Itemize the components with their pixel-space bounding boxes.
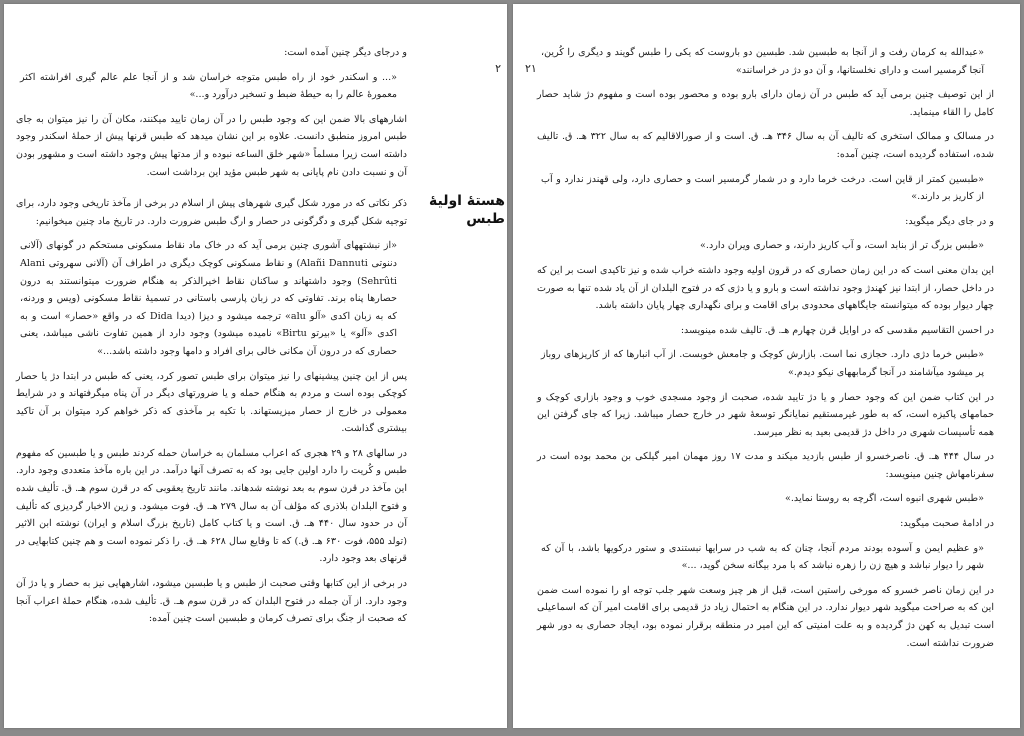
quote-paragraph: «... و اسکندر خود از راه طبس متوجه خراسان شد و از آنجا علم عالم گیری افراشته اکثر معمورهٔ عالم را به حیطهٔ ضبط و تسخیر درآورد و...»: [20, 71, 397, 101]
quote-paragraph: «طبسین کمتر از قاین است. درخت خرما دارد و در شمار گرمسیر است و حصاری دارد، ولی قهندز ندارد و آب از کاریز بر دارند.»: [541, 173, 984, 203]
left-page: [4, 4, 507, 728]
paragraph: در این زمان ناصر خسرو که مورخی راستین است، قبل از هر چیز وسعت شهر جلب توجه او را نموده است ضمن این که به صراحت میگوید شهر دیوار ندارد. در این هنگام به احتمال زیاد دژ قدیمی برای اقامت امیر آن که اسماعیلی است تبدیل به کهن دژ گردیده و به علت امنیتی که این امیر در منطقه برقرار نموده بود، ایجاد حصاری به دور شهر ضرورت نداشته است.: [537, 584, 994, 649]
quote-paragraph: «عبدالله به کرمان رفت و از آنجا به طبسین شد. طبسین دو باروست که یکی را طبس گویند و دیگری را کُرین، آنجا گرمسیر است و دارای نخلستانها، و آن دو دژ در خراسانند»: [541, 47, 984, 76]
paragraph: در برخی از این کتابها وقتی صحبت از طبس و یا طبسین میشود، اشارههایی نیز به حصار و یا دژ آن وجود دارد. از آن جمله در فتوح البلدان که در قرن سوم هـ. ق. تألیف شده، هنگام حملهٔ اعراب آنجا که صحبت از جنگ برای تصرف کرمان و طبسین است چنین آمده:: [16, 578, 407, 625]
section-heading: هستهٔ اولیهٔ طبس: [429, 193, 505, 227]
paragraph: اشارههای بالا ضمن این که وجود طبس را در آن زمان تایید میکنند، مکان آن را نیز میتوان به جای طبس امروز منطبق دانست. علاوه بر این نشان میدهد که طبس قرنها پیش از حملهٔ اسکندر وجود داشته است زیرا مسلماً «شهر خلق الساعه نبوده و از مدتها پیش وجود داشته است و مشهور بودن آن و نسبت دادن نام پایانی به شهر طبس مؤید این برداشت است.: [16, 113, 407, 178]
paragraph: این بدان معنی است که در این زمان حصاری که در قرون اولیه وجود داشته خراب شده و نیز تاکیدی است بر این که در داخل حصار، از ابتدا نیز کهندژ وجود نداشته است و بارو و یا دژی که در فتوح البلدان از آن یاد شده تنها به صورت چهار دیوار بوده که میتوانسته جایگاههای محدودی برای اقامت و برای نگهداری چهار پایان داشته باشد.: [537, 264, 994, 312]
quote-paragraph: «طبس خرما دژی دارد. حجازی نما است. بازارش کوچک و جامعش خوبست. از آب انبارها که از کاریزهای روباز پر میشود میآشامند در آنجا گرمابههای نیکو دیدم.»: [541, 349, 984, 378]
paragraph: ذکر نکاتی که در مورد شکل گیری شهرهای پیش از اسلام در برخی از مآخذ تاریخی وجود دارد، برای توجیه شکل گیری و دگرگونی در حصار و ارگ طبس ضرورت دارد. در تاریخ ماد چنین میخوانیم:: [16, 198, 407, 227]
paragraph: از این توصیف چنین برمی آید که طبس در آن زمان دارای بارو بوده و محصور بوده است و مفهوم دژ شاید حصار کامل را القاء مینماید.: [537, 89, 994, 118]
page-body: [537, 44, 994, 659]
section: [16, 193, 505, 230]
page-number: ۲: [495, 62, 501, 75]
paragraph: در ادامهٔ صحبت میگوید:: [900, 518, 994, 530]
quote-paragraph: «و عظیم ایمن و آسوده بودند مردم آنجا، چنان که به شب در سرایها نبستندی و ستور درکویها باشد، با آن که شهر را دیوار نباشد و هیچ زن را زهره نباشد که با مرد بیگانه سخن گوید، ...»: [541, 542, 984, 572]
paragraph: در سال ۴۴۴ هـ. ق. ناصرخسرو از طبس بازدید میکند و مدت ۱۷ روز مهمان امیر گیلکی بن محمد بوده است در سفرنامهاش چنین مینویسد:: [537, 451, 994, 480]
paragraph: در احسن التقاسیم مقدسی که در اوایل قرن چهارم هـ. ق. تالیف شده مینویسد:: [680, 324, 994, 336]
quote-paragraph: «از نبشتههای آشوری چنین برمی آید که در خاک ماد نقاط مسکونی مستحکم در گونهای (آلانی دننوتی Alañi Dannuti) و نقاط مسکونی کوچک دیگری در اطراف آن (آلانی سهروتی Alani Sehrûti) وجود داشتهاند و ساکنان نقاط اخیرالذکر به هنگام ضرورت میتوانستند به درون حصارها پناه برند. تفاوتی که در زبان پارسی باستانی در تسمیهٔ نقاط مسکونی (ویس و وردنه، که به زبان اکدی «آلو alu» ترجمه میشود و دیزا (دیدا Dida که در واقع «حصار» است و به اکدی «آلو» یا «بیرتو Birtu» نامیده میشود) وجود دارد از همین تفاوت ناشی میباشد، یعنی حصاری که در درون آن مکانی خالی برای افراد و دامها وجود داشته باشد...»: [20, 240, 398, 357]
page-number: ۲۱: [525, 62, 537, 75]
paragraph: پس از این چنین پیشینهای را نیز میتوان برای طبس تصور کرد، یعنی که طبس در ابتدا دژ یا حصار کوچکی بوده است و مردم به هنگام حمله و یا ضرورتهای دیگر در آن پناه میگرفتهاند و در شرایط معمولی در خارج از حصار میزیستهاند. با تکیه بر مآخذی که ذکر خواهم کرد میتوان بر آن تاکید بیشتری گذاشت.: [16, 370, 407, 435]
paragraph: در مسالک و ممالک استخری که تالیف آن به سال ۳۴۶ هـ. ق. است و از صورالاقالیم که به سال ۳۲۲ هـ. ق. تالیف شده، استفاده گردیده است، چنین آمده:: [537, 131, 995, 160]
paragraph: و درجای دیگر چنین آمده است:: [284, 47, 407, 58]
quote-paragraph: «طبس بزرگ تر از بنابد است، و آب کاریز دارند، و حصاری ویران دارد.»: [700, 240, 984, 252]
page-body: [16, 44, 505, 635]
right-page: [513, 4, 1020, 728]
paragraph: در این کتاب ضمن این که وجود حصار و یا دژ تایید شده، صحبت از وجود مسجدی خوب و وجود بازاری کوچک و حمامهای پاکیزه است، که به طور غیرمستقیم نمایانگر توسعهٔ شهر در خارج حصار میباشد. زیرا که جای گرفتن این همه تأسیسات شهری در داخل دژ قدیمی بعید به نظر میرسد.: [537, 391, 994, 438]
paragraph: و در جای دیگر میگوید:: [905, 215, 994, 227]
quote-paragraph: «طبس شهری انبوه است، اگرچه به روستا نماید.»: [785, 493, 984, 505]
paragraph: در سالهای ۲۸ و ۲۹ هجری که اعراب مسلمان به خراسان حمله کردند طبس و یا طبسین که مفهوم طبس و کُریت را دارد اولین جایی بود که به تصرف آنها درآمد. در این باره مآخذ متعددی وجود دارد. این مآخذ در قرن سوم به بعد نوشته شدهاند. مانند تاریخ یعقوبی که در قرن سوم هـ. ق. تألیف شده و فتوح البلدان بلاذری که مؤلف آن به سال ۲۷۹ هـ. ق. فوت میشود. و زین الاخبار گردیزی که تألیف آن در حدود سال ۴۴۰ هـ. ق. است و یا کتاب کامل (تاریخ بزرگ اسلام و ایران) نوشته ابن الاثیر (تولد ۵۵۵، فوت ۶۳۰ هـ. ق.) که تا وقایع سال ۶۲۸ هـ. ق. را ذکر نموده است و هم چنین کتابهایی در قرنهای بعد وجود دارد.: [16, 447, 408, 565]
